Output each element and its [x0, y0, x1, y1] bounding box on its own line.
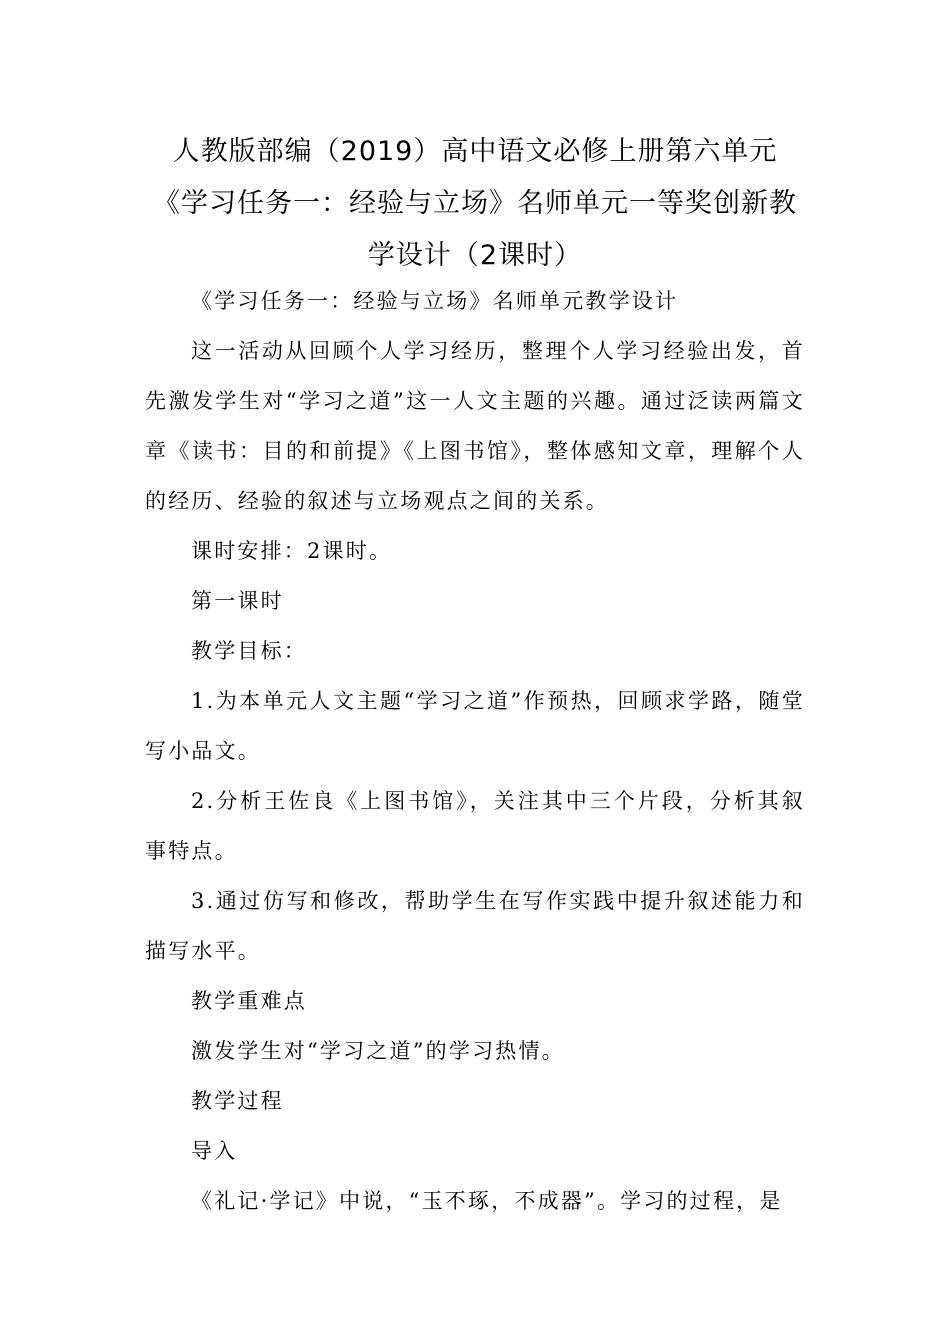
document-title: 人教版部编（2019）高中语文必修上册第六单元《学习任务一：经验与立场》名师单元一等奖创新教学设计（2课时） — [153, 136, 797, 271]
paragraph-quote: 《礼记·学记》中说，“玉不琢，不成器”。学习的过程，是 — [191, 1189, 783, 1213]
objective-item-1: 1.为本单元人文主题“学习之道”作预热，回顾求学路，随堂写小品文。 — [145, 689, 805, 763]
paragraph-key-points: 激发学生对“学习之道”的学习热情。 — [191, 1039, 565, 1063]
heading-process: 教学过程 — [191, 1089, 284, 1113]
objective-item-2: 2.分析王佐良《上图书馆》，关注其中三个片段，分析其叙事特点。 — [145, 789, 805, 863]
paragraph-schedule: 课时安排：2课时。 — [191, 539, 393, 563]
paragraph-subtitle: 《学习任务一：经验与立场》名师单元教学设计 — [191, 289, 679, 313]
paragraph-intro: 这一活动从回顾个人学习经历，整理个人学习经验出发，首先激发学生对“学习之道”这一人文主题的兴趣。通过泛读两篇文章《读书：目的和前提》《上图书馆》，整体感知文章，理解个人的经历、经验的叙述与立场观点之间的关系。 — [145, 339, 805, 513]
objective-item-3: 3.通过仿写和修改，帮助学生在写作实践中提升叙述能力和描写水平。 — [145, 889, 805, 963]
document-body — [145, 276, 805, 1226]
heading-key-points: 教学重难点 — [191, 989, 307, 1013]
heading-first-lesson: 第一课时 — [191, 589, 284, 613]
heading-objectives: 教学目标： — [191, 639, 307, 663]
heading-introduction: 导入 — [191, 1139, 238, 1163]
